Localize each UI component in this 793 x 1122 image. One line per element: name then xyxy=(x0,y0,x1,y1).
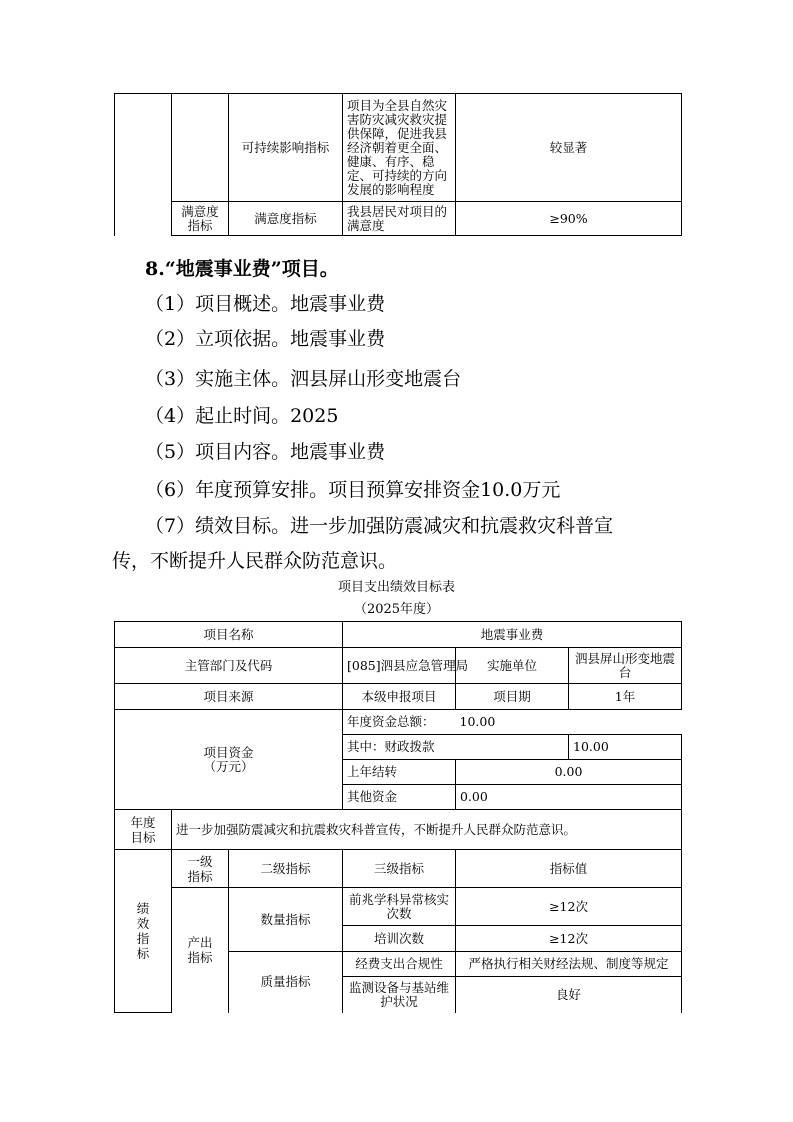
cell-blank xyxy=(115,202,172,236)
goal-text: 进一步加强防震减灾和抗震救灾科普宣传，不断提升人民群众防范意识。 xyxy=(172,810,682,850)
header-value: 指标值 xyxy=(456,850,682,888)
top-table xyxy=(114,93,682,236)
quantity-label: 数量指标 xyxy=(229,888,343,952)
funds-label xyxy=(115,710,343,810)
project-name-label: 项目名称 xyxy=(115,622,343,648)
ql2-value: 良好 xyxy=(456,977,682,1013)
section-item-7-cont: 传，不断提升人民群众防范意识。 xyxy=(112,550,398,572)
satisfaction-primary: 满意度指标 xyxy=(172,202,229,236)
other-label: 其他资金 xyxy=(343,785,456,810)
period-value: 1年 xyxy=(569,684,682,710)
section-item-3: （3）实施主体。泗县屏山形变地震台 xyxy=(145,368,462,390)
fiscal-value: 10.00 xyxy=(569,735,682,760)
ql1-value: 严格执行相关财经法规、制度等规定 xyxy=(456,952,682,977)
unit-label: 实施单位 xyxy=(456,648,569,684)
source-value: 本级申报项目 xyxy=(343,684,456,710)
header-primary: 一级指标 xyxy=(172,850,229,888)
cell-blank xyxy=(115,94,172,202)
table-subtitle: （2025年度） xyxy=(353,602,440,617)
section-item-5: （5）项目内容。地震事业费 xyxy=(145,441,386,463)
satisfaction-value: ≥90% xyxy=(456,202,682,236)
q2-name: 培训次数 xyxy=(343,926,456,952)
main-table xyxy=(114,621,682,1013)
q2-value: ≥12次 xyxy=(456,926,682,952)
dept-value: [085]泗县应急管理局 xyxy=(343,648,456,684)
funds-label-line2: （万元） xyxy=(203,758,254,774)
carryover-label: 上年结转 xyxy=(343,760,456,785)
cell-blank xyxy=(172,94,229,202)
section-item-1: （1）项目概述。地震事业费 xyxy=(145,293,386,315)
header-tertiary: 三级指标 xyxy=(343,850,456,888)
source-label: 项目来源 xyxy=(115,684,343,710)
annual-total-value: 10.00 xyxy=(456,710,569,735)
carryover-value: 0.00 xyxy=(456,760,682,785)
section-item-7: （7）绩效目标。进一步加强防震减灾和抗震救灾科普宣 xyxy=(145,515,614,537)
section-item-2: （2）立项依据。地震事业费 xyxy=(145,328,386,350)
annual-total-label: 年度资金总额： xyxy=(343,710,569,735)
header-secondary: 二级指标 xyxy=(229,850,343,888)
satisfaction-tertiary: 我县居民对项目的满意度 xyxy=(343,202,456,236)
section-item-6: （6）年度预算安排。项目预算安排资金10.0万元 xyxy=(145,479,561,501)
fiscal-label: 其中：财政拨款 xyxy=(343,735,569,760)
funds-label-line1: 项目资金 xyxy=(203,744,254,760)
ql1-name: 经费支出合规性 xyxy=(343,952,456,977)
goal-label: 年度目标 xyxy=(115,810,172,850)
satisfaction-secondary: 满意度指标 xyxy=(229,202,343,236)
sustain-value: 较显著 xyxy=(456,94,682,202)
section-heading: 8.“地震事业费”项目。 xyxy=(145,258,339,280)
quality-label: 质量指标 xyxy=(229,952,343,1013)
table-title: 项目支出绩效目标表 xyxy=(337,580,455,595)
ql2-name: 监测设备与基站维护状况 xyxy=(343,977,456,1013)
unit-value: 泗县屏山形变地震台 xyxy=(569,648,682,684)
project-name: 地震事业费 xyxy=(343,622,682,648)
sustain-tertiary: 项目为全县自然灾害防灾减灾救灾提供保障，促进我县经济朝着更全面、健康、有序、稳定、可持续的方向发展的影响程度 xyxy=(343,94,456,202)
period-label: 项目期 xyxy=(456,684,569,710)
other-value: 0.00 xyxy=(456,785,682,810)
dept-label: 主管部门及代码 xyxy=(115,648,343,684)
sustain-secondary: 可持续影响指标 xyxy=(229,94,343,202)
perf-label: 绩效指标 xyxy=(115,850,172,1013)
section-item-4: （4）起止时间。2025 xyxy=(145,405,339,427)
q1-value: ≥12次 xyxy=(456,888,682,926)
output-label: 产出指标 xyxy=(172,888,229,1013)
q1-name: 前兆学科异常核实次数 xyxy=(343,888,456,926)
